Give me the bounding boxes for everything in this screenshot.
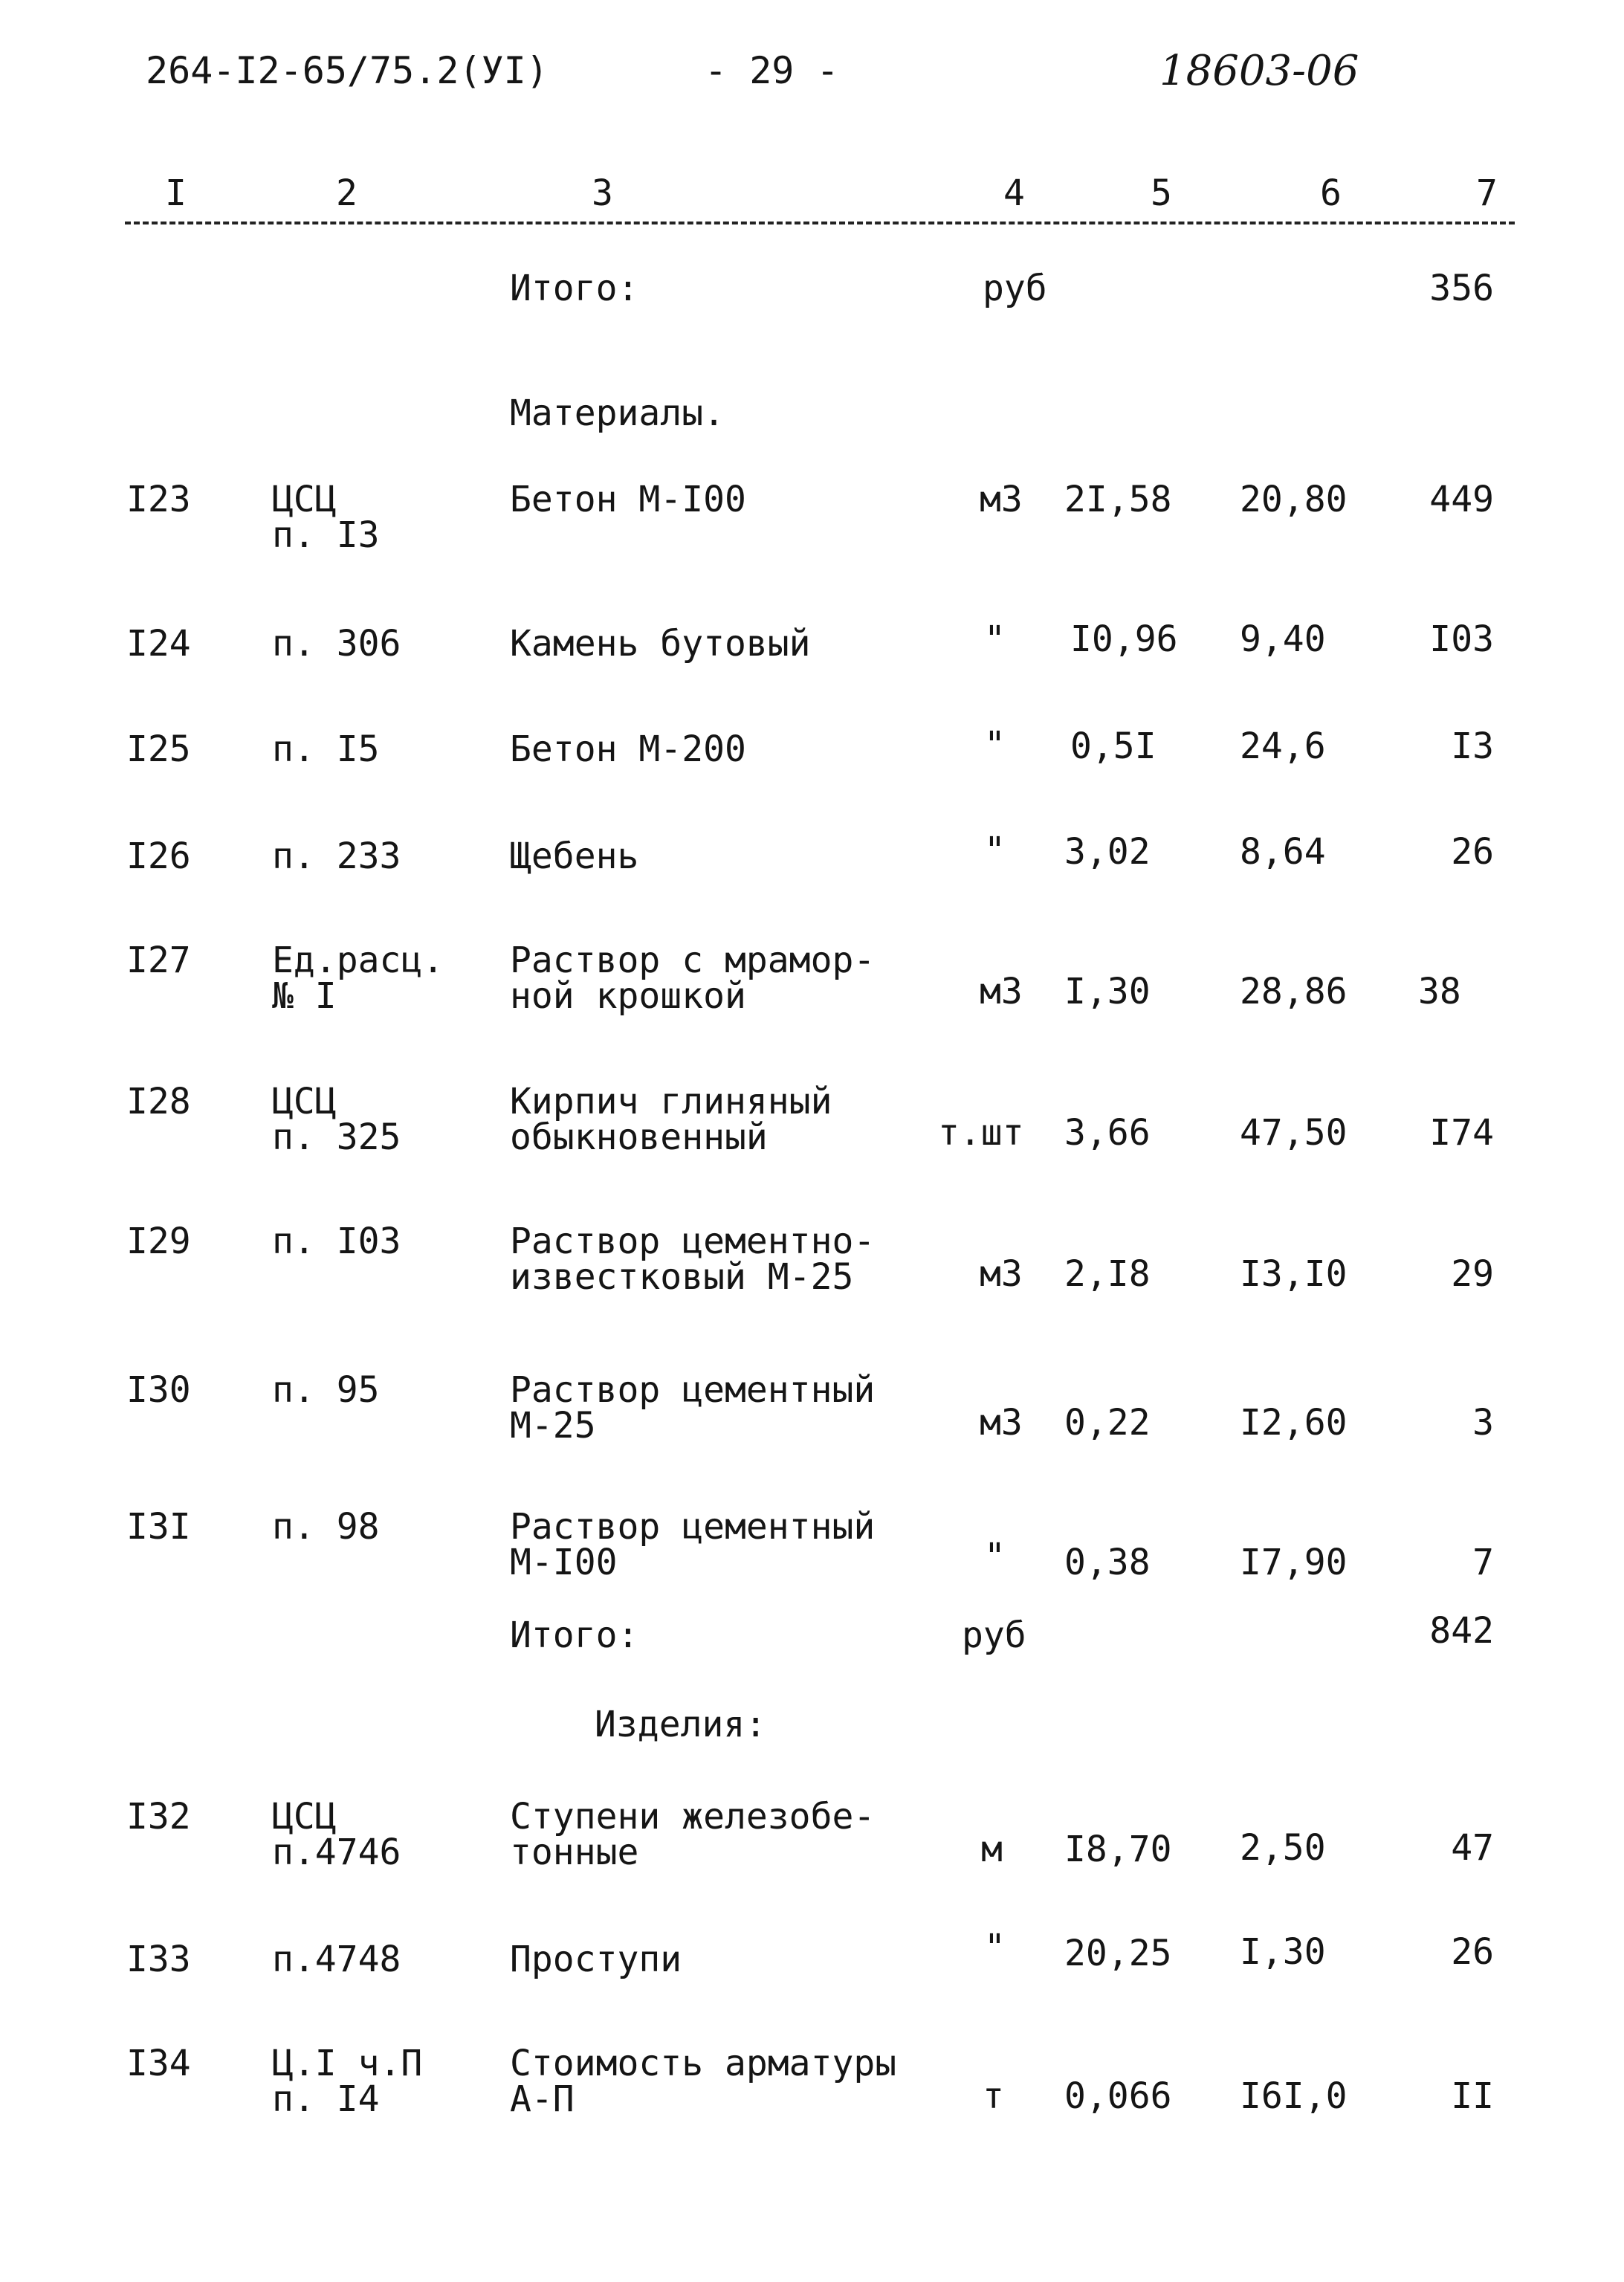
item-quantity: I,30 (1064, 971, 1151, 1012)
total-label: Итого: (510, 1614, 639, 1656)
item-quantity: 20,25 (1064, 1933, 1172, 1974)
item-unit: " (984, 830, 1006, 871)
row-number: I24 (126, 623, 191, 665)
item-price: 20,80 (1240, 479, 1348, 520)
item-name-line: Кирпич глиняный (510, 1081, 832, 1122)
item-quantity: 3,02 (1064, 831, 1151, 873)
reference-line: Ед.расц. (272, 940, 444, 981)
item-name-line: М-25 (510, 1405, 596, 1447)
item-name-line: Раствор цементный (510, 1369, 876, 1411)
reference-line: ЦСЦ (272, 1796, 337, 1837)
item-name-line: известковый М-25 (510, 1256, 854, 1298)
item-unit: " (984, 1927, 1006, 1968)
total-sum: 842 (1429, 1610, 1494, 1652)
total-sum: 356 (1429, 268, 1494, 309)
total-label: Итого: (510, 268, 639, 309)
item-name: Бетон М-200 (510, 728, 746, 770)
column-number-7: 7 (1476, 172, 1498, 214)
item-total: II (1451, 2075, 1494, 2117)
row-reference (272, 1081, 401, 1158)
item-name: Камень бутовый (510, 623, 811, 665)
item-name-line: Стоимость арматуры (510, 2043, 897, 2084)
item-price: 9,40 (1240, 618, 1326, 660)
column-number-3: 3 (592, 172, 613, 214)
row-number: I27 (126, 940, 191, 981)
item-unit: т (983, 2075, 1004, 2117)
item-price: I,30 (1240, 1931, 1326, 1973)
reference-line: ЦСЦ (272, 1081, 337, 1122)
reference-line: п.4746 (272, 1832, 401, 1873)
row-reference: п. 306 (272, 623, 401, 665)
item-total: 3 (1472, 1402, 1494, 1444)
item-price: 24,6 (1240, 725, 1326, 767)
item-name: Проступи (510, 1939, 682, 1980)
item-unit: м3 (980, 1402, 1023, 1444)
item-unit: т.шт (938, 1112, 1024, 1154)
row-reference: п.4748 (272, 1939, 401, 1980)
page-number: - 29 - (705, 49, 839, 92)
item-name (510, 1369, 876, 1447)
item-name-line: А-П (510, 2078, 575, 2120)
item-name-line: Ступени железобе- (510, 1796, 876, 1837)
row-number: I28 (126, 1081, 191, 1122)
item-total: I3 (1451, 725, 1494, 767)
section-title-products: Изделия: (595, 1704, 767, 1745)
item-name: Щебень (510, 835, 639, 877)
item-total: 26 (1451, 1931, 1494, 1973)
item-unit: " (984, 1536, 1006, 1577)
item-unit: м3 (980, 1253, 1023, 1295)
reference-line: п. 325 (272, 1116, 401, 1158)
reference-line: п. I4 (272, 2078, 380, 2120)
column-number-2: 2 (336, 172, 358, 214)
item-name-line: Раствор цементно- (510, 1221, 876, 1262)
document-code: 264-I2-65/75.2(УI) (146, 49, 549, 92)
row-number: I25 (126, 728, 191, 770)
total-unit: руб (962, 1614, 1026, 1656)
item-total: 38 (1418, 971, 1461, 1012)
item-price: 47,50 (1240, 1112, 1348, 1154)
item-price: I3,I0 (1240, 1253, 1348, 1295)
item-total: 7 (1472, 1542, 1494, 1583)
item-total: I74 (1429, 1112, 1494, 1154)
item-quantity: 0,5I (1070, 725, 1156, 767)
item-name-line: тонные (510, 1832, 639, 1873)
row-reference: п. 233 (272, 835, 401, 877)
item-quantity: 2,I8 (1064, 1253, 1151, 1295)
row-number: I30 (126, 1369, 191, 1411)
row-number: I3I (126, 1506, 191, 1548)
column-header-divider (125, 222, 1515, 224)
item-name (510, 1221, 876, 1298)
column-number-5: 5 (1151, 172, 1172, 214)
item-name-line: ной крошкой (510, 975, 746, 1017)
row-reference (272, 940, 444, 1017)
row-number: I32 (126, 1796, 191, 1837)
column-number-6: 6 (1320, 172, 1342, 214)
reference-line: ЦСЦ (272, 479, 337, 520)
item-total: 26 (1451, 831, 1494, 873)
item-total: I03 (1429, 618, 1494, 660)
item-price: 8,64 (1240, 831, 1326, 873)
item-quantity: I8,70 (1064, 1829, 1172, 1870)
item-quantity: 2I,58 (1064, 479, 1172, 520)
item-quantity: 0,066 (1064, 2075, 1172, 2117)
handwritten-reference: 18603-06 (1159, 47, 1359, 95)
item-name (510, 1796, 876, 1873)
row-number: I34 (126, 2043, 191, 2084)
item-price: I7,90 (1240, 1542, 1348, 1583)
row-reference: п. I03 (272, 1221, 401, 1262)
item-total: 449 (1429, 479, 1494, 520)
item-name (510, 1081, 832, 1158)
item-unit: м (981, 1829, 1003, 1870)
item-total: 47 (1451, 1827, 1494, 1869)
item-quantity: 0,38 (1064, 1542, 1151, 1583)
item-name-line: М-I00 (510, 1542, 618, 1583)
reference-line: Ц.I ч.П (272, 2043, 423, 2084)
row-reference: п. 98 (272, 1506, 380, 1548)
item-unit: " (984, 618, 1006, 660)
item-price: 2,50 (1240, 1827, 1326, 1869)
item-total: 29 (1451, 1253, 1494, 1295)
item-name-line: Раствор цементный (510, 1506, 876, 1548)
item-name-line: обыкновенный (510, 1116, 768, 1158)
row-number: I26 (126, 835, 191, 877)
item-quantity: I0,96 (1070, 618, 1178, 660)
row-reference (272, 2043, 423, 2120)
item-name (510, 940, 876, 1017)
row-reference (272, 479, 380, 556)
row-reference (272, 1796, 401, 1873)
item-name (510, 1506, 876, 1583)
row-number: I33 (126, 1939, 191, 1980)
item-quantity: 0,22 (1064, 1402, 1151, 1444)
item-price: 28,86 (1240, 971, 1348, 1012)
item-name: Бетон М-I00 (510, 479, 746, 520)
row-number: I23 (126, 479, 191, 520)
item-unit: м3 (980, 971, 1023, 1012)
item-quantity: 3,66 (1064, 1112, 1151, 1154)
reference-line: № I (272, 975, 337, 1017)
row-reference: п. 95 (272, 1369, 380, 1411)
reference-line: п. I3 (272, 514, 380, 556)
item-name (510, 2043, 897, 2120)
total-unit: руб (983, 268, 1047, 309)
item-price: I6I,0 (1240, 2075, 1348, 2117)
column-number-1: I (165, 172, 187, 214)
section-title-materials: Материалы. (510, 392, 725, 434)
item-unit: " (984, 724, 1006, 766)
item-name-line: Раствор с мрамор- (510, 940, 876, 981)
item-unit: м3 (980, 479, 1023, 520)
column-number-4: 4 (1003, 172, 1025, 214)
row-reference: п. I5 (272, 728, 380, 770)
row-number: I29 (126, 1221, 191, 1262)
item-price: I2,60 (1240, 1402, 1348, 1444)
